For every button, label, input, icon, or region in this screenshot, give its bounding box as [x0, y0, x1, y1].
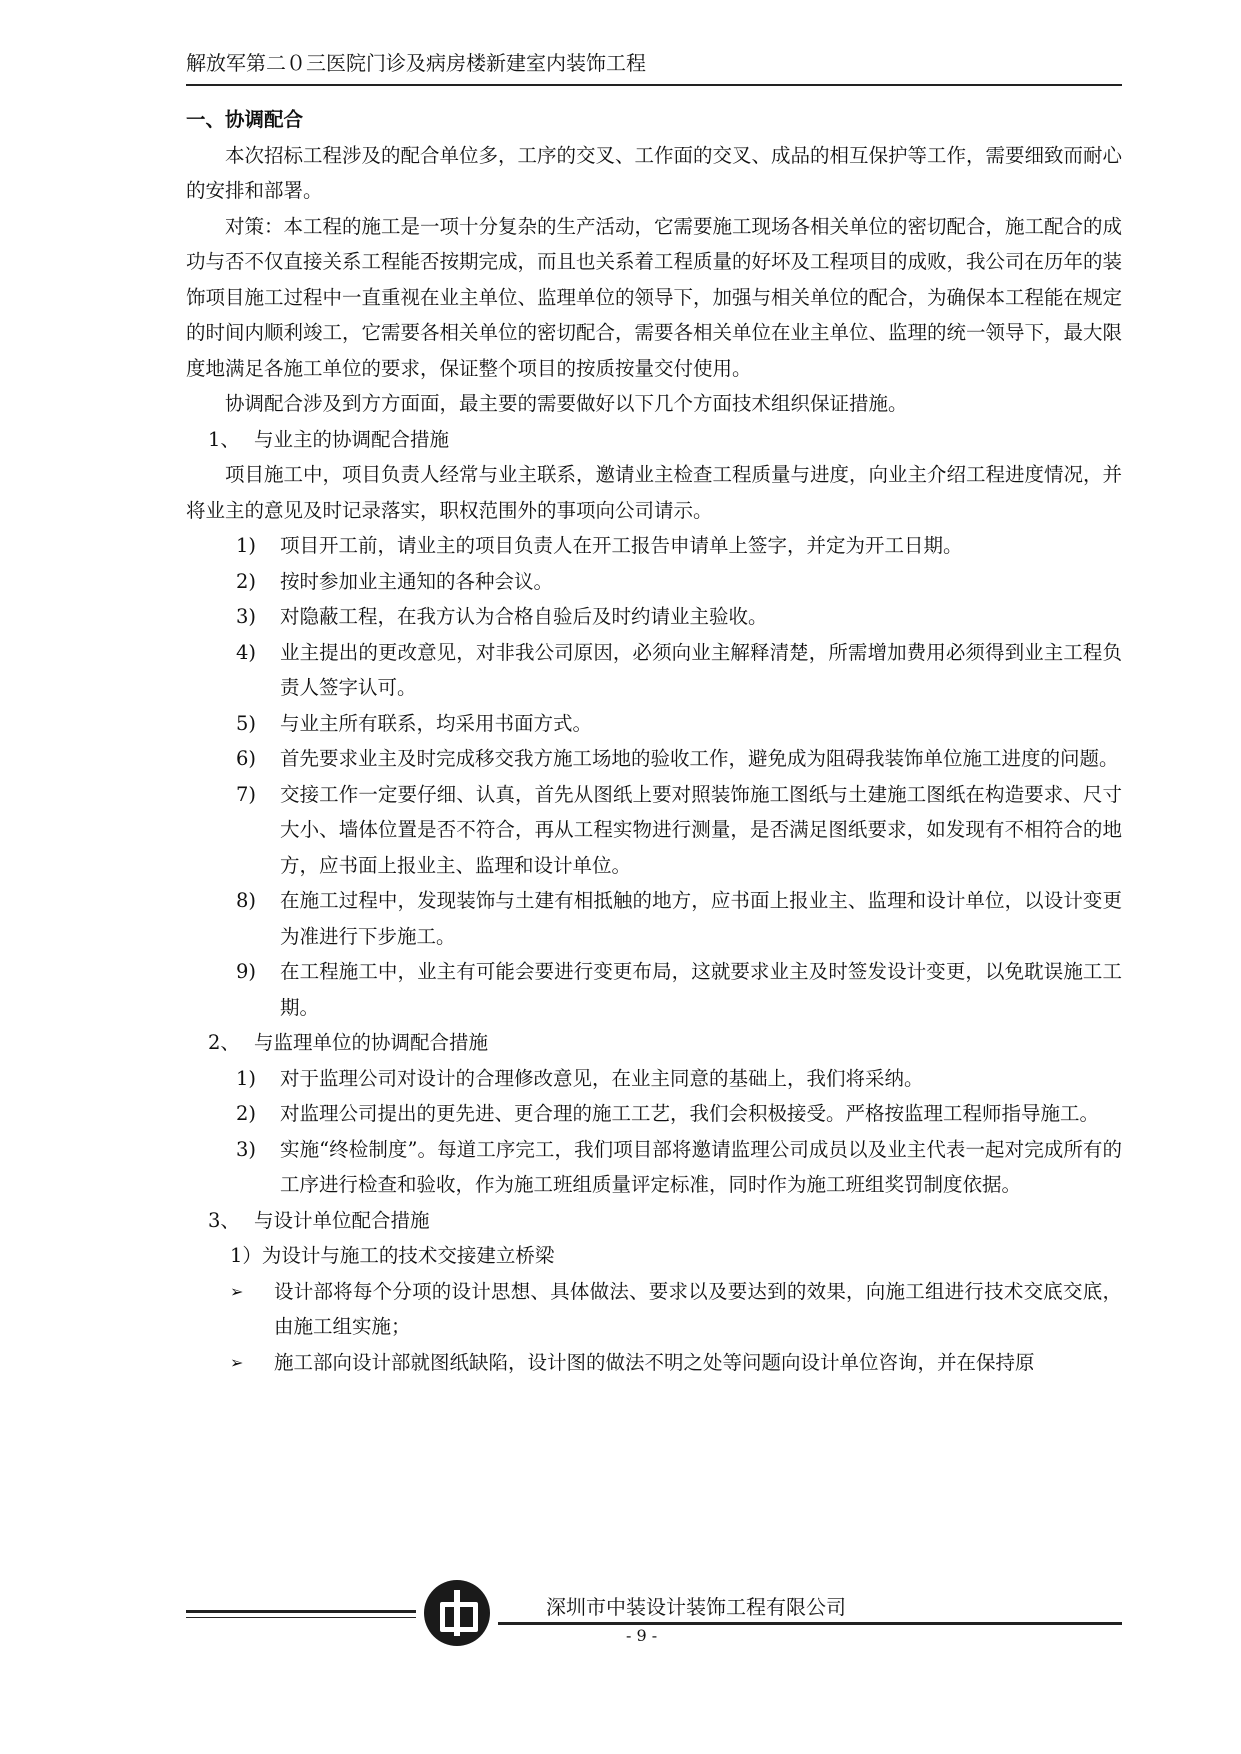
subsection-line: 1）为设计与施工的技术交接建立桥梁 — [230, 1244, 555, 1267]
list-text: 首先要求业主及时完成移交我方施工场地的验收工作，避免成为阻碍我装饰单位施工进度的问题。 — [280, 747, 1119, 770]
footer-rule-left-thin — [186, 1617, 416, 1618]
subsection-heading — [186, 1025, 1122, 1061]
list-number: 3) — [236, 605, 257, 628]
header-title: 解放军第二０三医院门诊及病房楼新建室内装饰工程 — [186, 51, 646, 75]
list-number: 1) — [236, 1066, 257, 1090]
list-number: 9) — [236, 960, 257, 983]
subsection-number: 2、 — [208, 1031, 240, 1054]
list-item — [186, 635, 1122, 706]
document-body — [186, 102, 1122, 1380]
list-text: 与业主所有联系，均采用书面方式。 — [280, 711, 593, 735]
paragraph: 对策：本工程的施工是一项十分复杂的生产活动，它需要施工现场各相关单位的密切配合，施工配合的成功与否不仅直接关系工程能否按期完成，而且也关系着工程质量的好坏及工程项目的成败，我公司在历年的装饰项目施工过程中一直重视在业主单位、监理单位的领导下，加强与相关单位的配合，为确保本工程能在规定的时间内顺利竣工，它需要各相关单位的密切配合，需要各相关单位在业主单位、监理的统一领导下，最大限度地满足各施工单位的要求，保证整个项目的按质按量交付使用。 — [186, 214, 1123, 380]
page-header — [186, 44, 1122, 86]
list-item — [186, 1096, 1122, 1132]
list-number: 1) — [236, 534, 257, 557]
page-number: - 9 - — [626, 1626, 658, 1645]
paragraph: 本次招标工程涉及的配合单位多，工序的交叉、工作面的交叉、成品的相互保护等工作，需要细致而耐心的安排和部署。 — [186, 143, 1123, 202]
list-item — [186, 777, 1122, 884]
bullet-text: 施工部向设计部就图纸缺陷，设计图的做法不明之处等问题向设计单位咨询，并在保持原 — [274, 1350, 1035, 1374]
list-text: 对于监理公司对设计的合理修改意见，在业主同意的基础上，我们将采纳。 — [280, 1066, 924, 1090]
list-number: 2) — [236, 1102, 257, 1125]
list-text: 在施工过程中，发现装饰与土建有相抵触的地方，应书面上报业主、监理和设计单位，以设计变更为准进行下步施工。 — [280, 889, 1122, 948]
subsection-heading — [186, 422, 1122, 458]
subsection-number: 1、 — [208, 427, 240, 451]
list-text: 业主提出的更改意见，对非我公司原因，必须向业主解释清楚，所需增加费用必须得到业主工程负责人签字认可。 — [280, 640, 1122, 699]
footer-rule-left — [186, 1610, 416, 1613]
list-text: 按时参加业主通知的各种会议。 — [280, 569, 554, 593]
arrow-bullet-icon: ➢ — [230, 1281, 244, 1301]
list-item — [186, 564, 1122, 600]
footer-rule-right — [498, 1622, 1122, 1625]
subsection-title: 与设计单位配合措施 — [254, 1208, 430, 1232]
list-item — [186, 883, 1122, 954]
bullet-item — [186, 1345, 1122, 1381]
list-number: 5) — [236, 711, 257, 735]
list-item — [186, 954, 1122, 1025]
list-item — [186, 1061, 1122, 1097]
bullet-text: 设计部将每个分项的设计思想、具体做法、要求以及要达到的效果，向施工组进行技术交底交底，由施工组实施； — [274, 1279, 1122, 1338]
subsection-number: 3、 — [208, 1208, 240, 1232]
paragraph: 项目施工中，项目负责人经常与业主联系，邀请业主检查工程质量与进度，向业主介绍工程进度情况，并将业主的意见及时记录落实，职权范围外的事项向公司请示。 — [186, 463, 1123, 522]
list-number: 2) — [236, 569, 257, 593]
list-item — [186, 1132, 1122, 1203]
list-number: 7) — [236, 782, 257, 806]
list-text: 在工程施工中，业主有可能会要进行变更布局，这就要求业主及时签发设计变更，以免耽误施工工期。 — [280, 960, 1122, 1019]
list-text: 交接工作一定要仔细、认真，首先从图纸上要对照装饰施工图纸与土建施工图纸在构造要求、尺寸大小、墙体位置是否不符合，再从工程实物进行测量，是否满足图纸要求，如发现有不相符合的地方，应书面上报业主、监理和设计单位。 — [280, 782, 1122, 877]
subsection-title: 与监理单位的协调配合措施 — [254, 1031, 489, 1054]
arrow-bullet-icon: ➢ — [230, 1352, 244, 1372]
paragraph: 协调配合涉及到方方面面，最主要的需要做好以下几个方面技术组织保证措施。 — [225, 392, 908, 415]
list-number: 3) — [236, 1137, 257, 1161]
list-item — [186, 741, 1122, 777]
section-heading: 一、协调配合 — [186, 108, 304, 131]
footer-company-name: 深圳市中装设计装饰工程有限公司 — [546, 1595, 846, 1619]
subsection-title: 与业主的协调配合措施 — [254, 427, 450, 451]
list-number: 6) — [236, 747, 257, 770]
list-text: 实施“终检制度”。每道工序完工，我们项目部将邀请监理公司成员以及业主代表一起对完成所有的工序进行检查和验收，作为施工班组质量评定标准，同时作为施工班组奖罚制度依据。 — [280, 1137, 1122, 1196]
list-number: 8) — [236, 889, 257, 912]
list-text: 项目开工前，请业主的项目负责人在开工报告申请单上签字，并定为开工日期。 — [280, 534, 963, 557]
list-item — [186, 706, 1122, 742]
bullet-item — [186, 1274, 1122, 1345]
page-footer — [186, 1580, 1122, 1690]
list-text: 对监理公司提出的更先进、更合理的施工工艺，我们会积极接受。严格按监理工程师指导施工。 — [280, 1102, 1100, 1125]
company-logo-icon — [424, 1580, 490, 1646]
list-item — [186, 528, 1122, 564]
subsection-heading — [186, 1203, 1122, 1239]
list-text: 对隐蔽工程，在我方认为合格自验后及时约请业主验收。 — [280, 605, 768, 628]
list-item — [186, 599, 1122, 635]
list-number: 4) — [236, 640, 257, 664]
